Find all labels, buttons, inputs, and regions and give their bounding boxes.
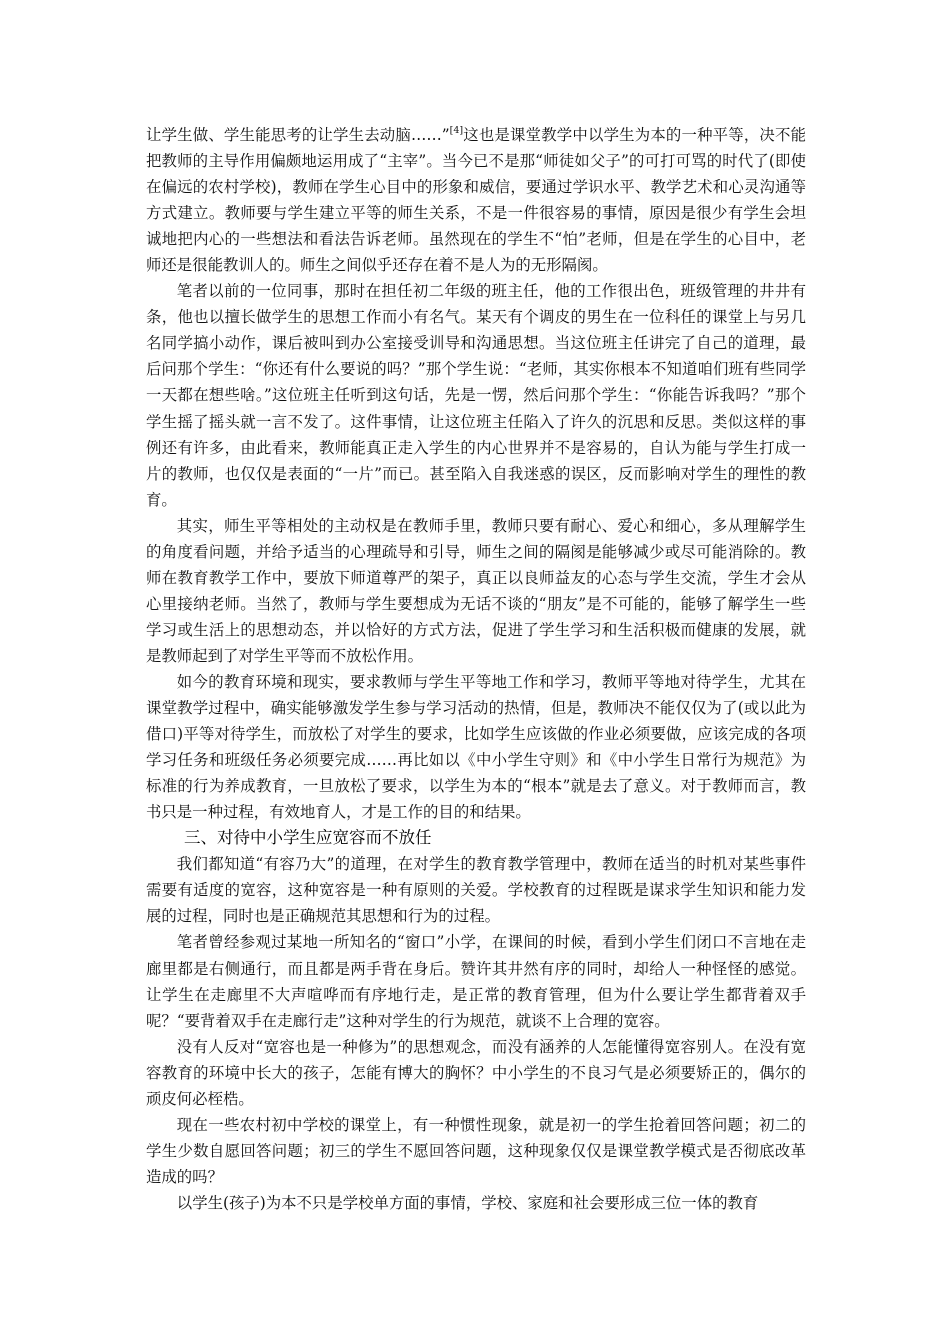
paragraph-cultivation: 没有人反对“宽容也是一种修为”的思想观念，而没有涵养的人怎能懂得宽容别人。在没有宽容教育的环境中长大的孩子，怎能有博大的胸怀？中小学生的不良习气是必须要矫正的，偶尔的顽皮何必桎梏。 [146,1037,806,1108]
document-body [146,122,806,1216]
paragraph-visit: 笔者曾经参观过某地一所知名的“窗口”小学，在课间的时候，看到小学生们闭口不言地在走廊里都是右侧通行，而且都是两手背在身后。赞许其井然有序的同时，却给人一种怪怪的感觉。让学生在走廊里不大声喧哗而有序地行走，是正常的教育管理，但为什么要让学生都背着双手呢？“要背着双手在走廊行走”这种对学生的行为规范，就谈不上合理的宽容。 [146,933,806,1030]
section-heading: 三、对待中小学生应宽容而不放任 [184,828,432,848]
paragraph-environment: 如今的教育环境和现实，要求教师与学生平等地工作和学习，教师平等地对待学生，尤其在课堂教学过程中，确实能够激发学生参与学习活动的热情，但是，教师决不能仅仅为了(或以此为借口)平等对待学生，而放松了对学生的要求，比如学生应该做的作业必须要做，应该完成的各项学习任务和班级任务必须要完成……再比如以《中小学生守则》和《中小学生日常行为规范》为标准的行为养成教育，一旦放松了要求，以学生为本的“根本”就是去了意义。对于教师而言，教书只是一种过程，有效地育人，才是工作的目的和结果。 [146,672,806,822]
citation-marker: [4] [449,124,464,136]
paragraph-text: 让学生做、学生能思考的让学生去动脑……” [146,126,450,144]
paragraph-continuation [146,122,806,278]
paragraph-classroom: 现在一些农村初中学校的课堂上，有一种惯性现象，就是初一的学生抢着回答问题；初二的学生少数自愿回答问题；初三的学生不愿回答问题，这种现象仅仅是课堂教学模式是否彻底改革造成的吗？ [146,1115,806,1186]
paragraph-text: 这也是课堂教学中以学生为本的一种平等，决不能把教师的主导作用偏颇地运用成了“主宰”。当今已不是那“师徒如父子”的可打可骂的时代了(即使在偏远的农村学校)，教师在学生心目中的形象和威信，要通过学识水平、教学艺术和心灵沟通等方式建立。教师要与学生建立平等的师生关系，不是一件很容易的事情，原因是很少有学生会坦诚地把内心的一些想法和看法告诉老师。虽然现在的学生不“怕”老师，但是在学生的心目中，老师还是很能教训人的。师生之间似乎还存在着不是人为的无形隔阂。 [146,126,806,275]
paragraph-tolerance: 我们都知道“有容乃大”的道理，在对学生的教育教学管理中，教师在适当的时机对某些事件需要有适度的宽容，这种宽容是一种有原则的关爱。学校教育的过程既是谋求学生知识和能力发展的过程，同时也是正确规范其思想和行为的过程。 [146,855,806,926]
paragraph-initiative: 其实，师生平等相处的主动权是在教师手里，教师只要有耐心、爱心和细心，多从理解学生的角度看问题，并给予适当的心理疏导和引导，师生之间的隔阂是能够减少或尽可能消除的。教师在教育教学工作中，要放下师道尊严的架子，真正以良师益友的心态与学生交流，学生才会从心里接纳老师。当然了，教师与学生要想成为无话不谈的“朋友”是不可能的，能够了解学生一些学习或生活上的思想动态，并以恰好的方式方法，促进了学生学习和生活积极而健康的发展，就是教师起到了对学生平等而不放松作用。 [146,516,806,665]
paragraph-anecdote: 笔者以前的一位同事，那时在担任初二年级的班主任，他的工作很出色，班级管理的井井有条，他也以擅长做学生的思想工作而小有名气。某天有个调皮的男生在一位科任的课堂上与另几名同学搞小动作，课后被叫到办公室接受训导和沟通思想。当这位班主任讲完了自己的道理，最后问那个学生：“你还有什么要说的吗？”那个学生说：“老师，其实你根本不知道咱们班有些同学一天都在想些啥。”这位班主任听到这句话，先是一愣，然后问那个学生：“你能告诉我吗？”那个学生摇了摇头就一言不发了。这件事情，让这位班主任陷入了许久的沉思和反思。类似这样的事例还有许多，由此看来，教师能真正走入学生的内心世界并不是容易的，自认为能与学生打成一片的教师，也仅仅是表面的“一片”而已。甚至陷入自我迷惑的误区，反而影响对学生的理性的教育。 [146,282,806,509]
paragraph-trinity: 以学生(孩子)为本不只是学校单方面的事情，学校、家庭和社会要形成三位一体的教育 [176,1193,759,1212]
